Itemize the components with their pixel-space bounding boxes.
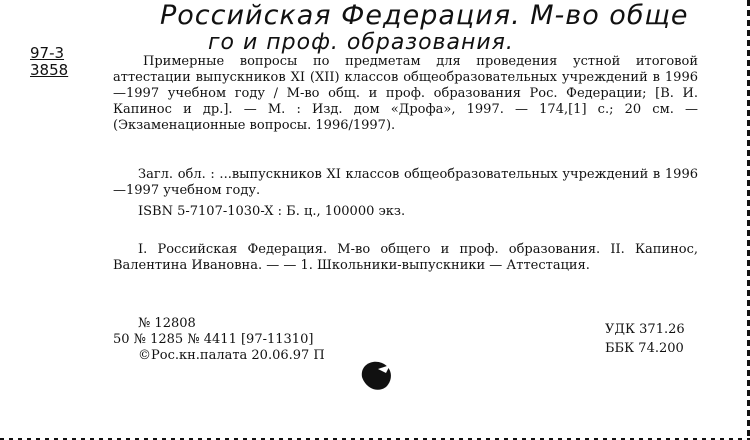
ink-blot [356,355,396,395]
title-note: Загл. обл. : ...выпускников XI классов общеобразовательных учреждений в 1996—1997 учебном году. [113,167,698,198]
handwritten-heading-line-2: го и проф. образования. [208,30,514,55]
isbn-line: ISBN 5-7107-1030-X : Б. ц., 100000 экз. [138,204,406,219]
shelfmark-top: 97-3 [30,44,65,62]
registration-number-1: № 12808 [138,316,196,331]
registration-number-2: 50 № 1285 № 4411 [97-11310] [113,332,314,347]
subject-headings: I. Российская Федерация. М-во общего и проф. образования. II. Капинос, Валентина Ивановна. — — 1. Школьники-выпускники — Аттестация. [113,242,698,273]
classification-codes [605,320,685,358]
main-entry-text: Примерные вопросы по предметам для проведения устной итоговой аттестации выпускников XI (XII) классов общеобразовательных учреждений в 1996—1997 учебном году / М-во общ. и проф. образования Рос. Федерации; [В. И. Капинос и др.]. — М. : Изд. дом «Дрофа», 1997. — 174,[1] с.; 20 см. — (Экзаменационные вопросы. 1996/1997). [113,54,698,133]
chamber-stamp-line: ©Рос.кн.палата 20.06.97 П [138,348,325,363]
bbk-code: ББК 74.200 [605,341,684,356]
shelfmark-bottom: 3858 [30,61,69,79]
udk-code: УДК 371.26 [605,322,685,337]
shelfmark [30,45,68,79]
handwritten-heading-line-1: Российская Федерация. М-во обще [160,0,689,31]
registration-numbers [113,316,325,364]
